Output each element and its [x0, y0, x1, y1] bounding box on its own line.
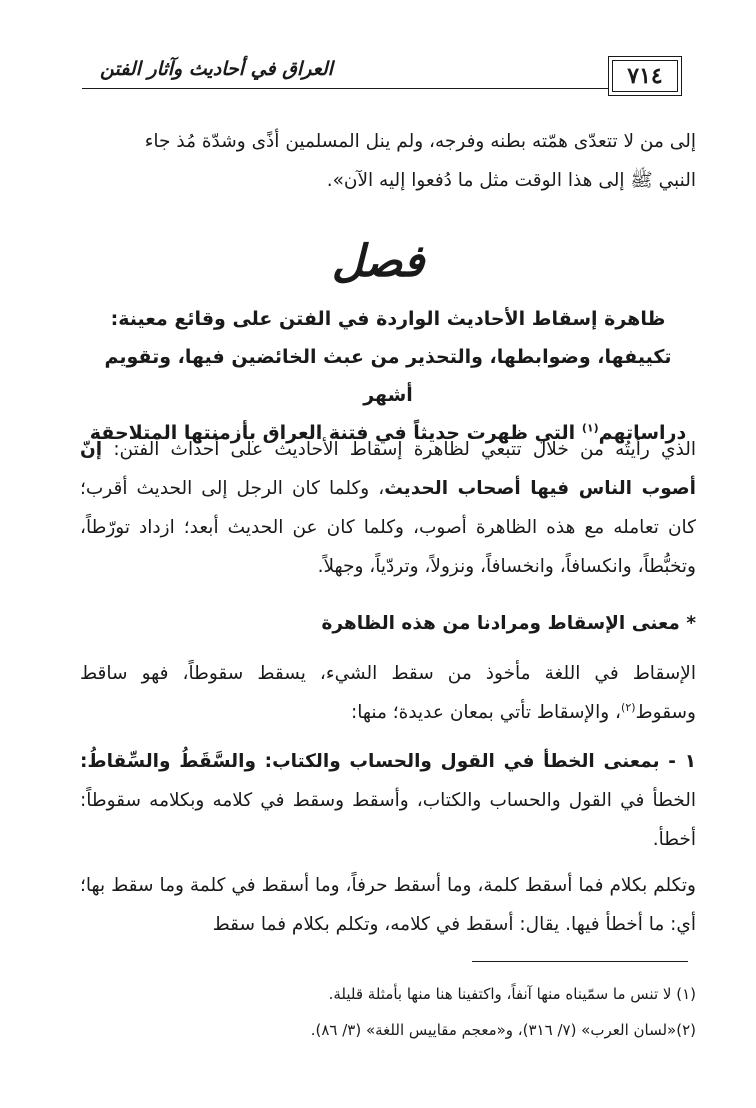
paragraph-2 — [80, 654, 696, 732]
section-title-line-3-end: التي ظهرت حديثاً في فتنة العراق بأزمنتها المتلاحقة — [89, 422, 582, 444]
paragraph-1-bold: إنّ أصوب الناس فيها أصحاب الحديث — [80, 439, 697, 499]
section-title-line-3-start: دراساتهم — [598, 422, 687, 444]
page-number: ٧١٤ — [627, 63, 663, 89]
paragraph-3 — [80, 742, 696, 859]
footnote-separator — [472, 961, 688, 962]
page-number-frame — [608, 56, 682, 96]
paragraph-4: وتكلم بكلام فما أسقط كلمة، وما أسقط حرفاً، وما أسقط في كلمة وما سقط بها؛ أي: ما أخطأ فيها. يقال: أسقط في كلامه، وتكلم بكلام فما سقط — [80, 875, 696, 935]
footnote-1: (١) لا تنس ما سمّيناه منها آنفاً، واكتفينا هنا منها بأمثلة قليلة. — [328, 985, 696, 1003]
intro-line-2: النبي ﷺ إلى هذا الوقت مثل ما دُفعوا إليه الآن». — [326, 170, 696, 191]
paragraph-3-text: الخطأ في القول والحساب والكتاب، وأسقط وسقط في كلامه وبكلامه سقوطاً: أخطأ. — [80, 790, 696, 850]
paragraph-2-end: ، والإسقاط تأتي بمعان عديدة؛ منها: — [350, 702, 622, 723]
book-title: العراق في أحاديث وآثار الفتن — [92, 58, 341, 80]
footnote-ref-2: (٢) — [621, 700, 636, 714]
header-rule — [82, 88, 682, 89]
subheading-meaning-of-isqat: * معنى الإسقاط ومرادنا من هذه الظاهرة — [321, 613, 696, 634]
paragraph-3-lead: ١ - بمعنى الخطأ في القول والحساب والكتاب: والسَّقَطُ والسِّقاطُ: — [80, 751, 696, 772]
intro-line-1: إلى من لا تتعدّى همّته بطنه وفرجه، ولم ينل المسلمين أذًى وشدّة مُذ جاء — [144, 131, 696, 152]
footnote-2: (٢)«لسان العرب» (٧/ ٣١٦)، و«معجم مقاييس اللغة» (٣/ ٨٦). — [310, 1021, 696, 1039]
paragraph-1-end: ، وكلما كان الرجل إلى الحديث أقرب؛ كان تعامله مع هذه الظاهرة أصوب، وكلما كان عن الحديث أبعد؛ ازداد تورّطاً، وتخبُّطاً، وانكسافاً، وانخسافاً، ونزولاً، وتردّياً، وجهلاً. — [80, 478, 696, 577]
section-title-line-2: تكييفها، وضوابطها، والتحذير من عبث الخائضين فيها، وتقويم أشهر — [104, 346, 672, 406]
footnote-ref-1: (١) — [581, 421, 599, 435]
section-title-line-1: ظاهرة إسقاط الأحاديث الواردة في الفتن على وقائع معينة: — [110, 308, 666, 330]
page-header — [82, 52, 682, 102]
page-number-inner-border — [612, 60, 678, 92]
fasl-heading: فصل — [331, 236, 425, 287]
paragraph-2-start: الإسقاط في اللغة مأخوذ من سقط الشيء، يسقط سقوطاً، فهو ساقط وسقوط — [80, 663, 696, 723]
intro-paragraph — [80, 122, 696, 200]
paragraph-1-start: الذي رأيتُه من خلال تتبعي لظاهرة إسقاط الأحاديث على أحداث الفتن: — [102, 439, 696, 460]
footnotes — [80, 982, 696, 1054]
paragraph-1 — [80, 430, 696, 586]
